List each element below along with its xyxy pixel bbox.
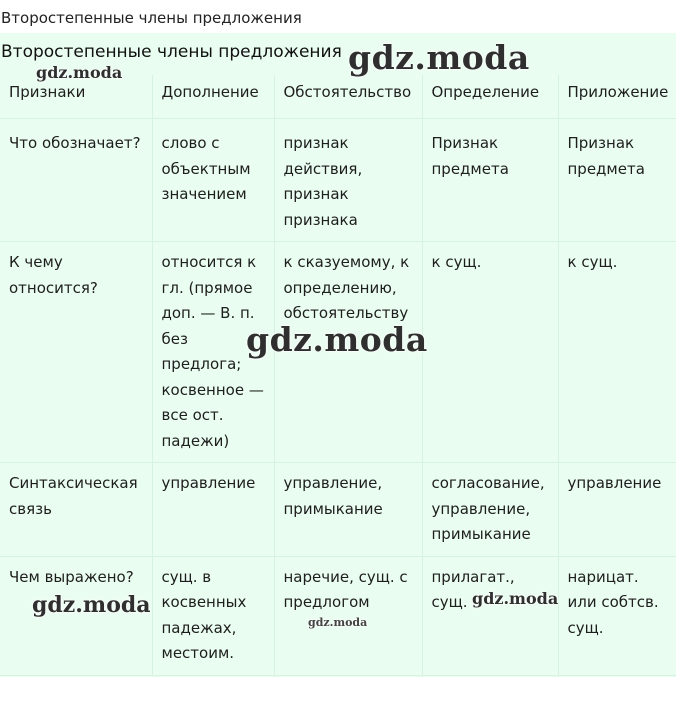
header-cell-object: Дополнение <box>152 75 274 119</box>
watermark-logo: gdz.moda <box>36 63 123 82</box>
watermark-logo: gdz.moda <box>32 592 151 618</box>
table-cell: Признак предмета <box>422 119 558 242</box>
row-label-cell: Синтаксическая связь <box>0 463 152 557</box>
watermark-logo: gdz.moda <box>348 38 530 77</box>
table-cell: к сказуемому, к определению, обстоятельству <box>274 242 422 463</box>
header-cell-features: Признаки <box>0 75 152 119</box>
table-cell: согласование, управление, примыкание <box>422 463 558 557</box>
table-cell: управление <box>558 463 676 557</box>
table-row <box>0 119 676 242</box>
table-row <box>0 556 676 675</box>
table-cell: к сущ. <box>422 242 558 463</box>
table-cell: нарицат. или собтсв. сущ. <box>558 556 676 675</box>
header-cell-adverbial: Обстоятельство <box>274 75 422 119</box>
table-header-row <box>0 75 676 119</box>
row-label-cell: Что обозначает? <box>0 119 152 242</box>
table-row <box>0 242 676 463</box>
header-cell-apposition: Приложение <box>558 75 676 119</box>
page-heading: Второстепенные члены предложения <box>1 9 302 27</box>
table-cell: прилагат., сущ. <box>422 556 558 675</box>
watermark-logo: gdz.moda <box>246 320 428 359</box>
table-panel <box>0 33 676 677</box>
table-cell: относится к гл. (прямое доп. — В. п. без предлога; косвенное — все ост. падежи) <box>152 242 274 463</box>
table-cell: управление, примыкание <box>274 463 422 557</box>
table-row <box>0 463 676 557</box>
comparison-table <box>0 75 676 676</box>
table-cell: Признак предмета <box>558 119 676 242</box>
watermark-logo: gdz.moda <box>472 589 559 608</box>
header-cell-attribute: Определение <box>422 75 558 119</box>
row-label-cell: Чем выражено? <box>0 556 152 675</box>
table-cell: признак действия, признак признака <box>274 119 422 242</box>
row-label-cell: К чему относится? <box>0 242 152 463</box>
table-cell: слово с объектным значением <box>152 119 274 242</box>
table-cell: к сущ. <box>558 242 676 463</box>
table-cell: наречие, сущ. с предлогом <box>274 556 422 675</box>
table-cell: сущ. в косвенных падежах, местоим. <box>152 556 274 675</box>
panel-title: Второстепенные члены предложения <box>1 42 342 62</box>
watermark-logo: gdz.moda <box>308 616 368 629</box>
table-cell: управление <box>152 463 274 557</box>
